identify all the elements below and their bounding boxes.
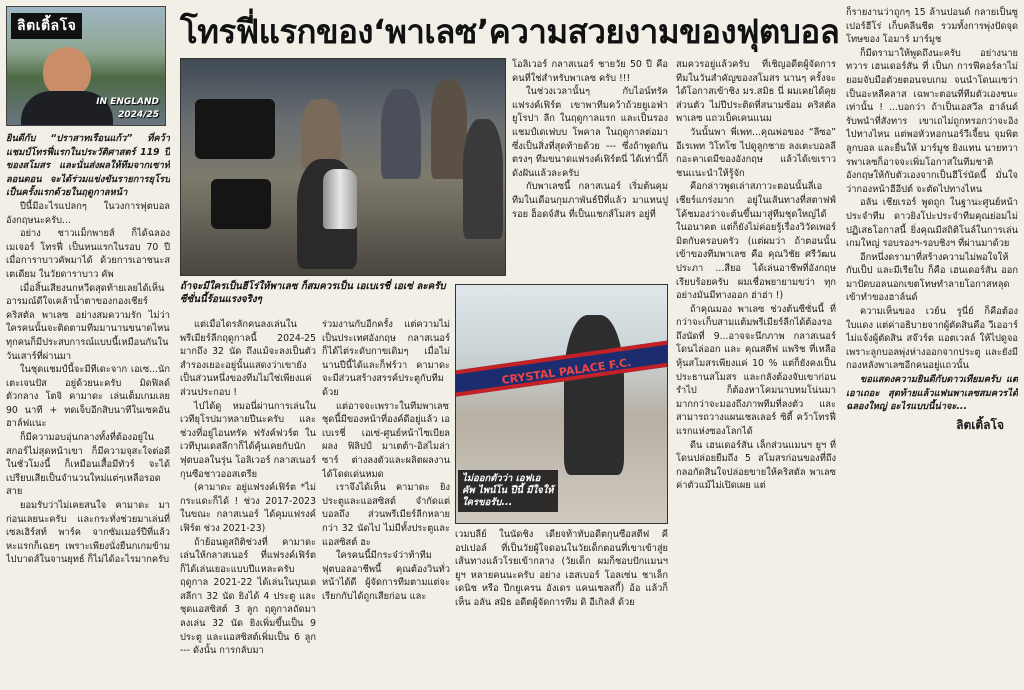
body-paragraph: วันนั้นพา พี่เพท...คุณพ่อของ “ลีซอ” อีเรเพท วิโทโซ ไปดูลูกชาย ลงเตะบอลลีกอะคาเดมีของอังกฤษ แล้วได้เขเราวชนเเนะนำให้รู้จัก — [676, 126, 836, 179]
column-logo-photo — [6, 6, 166, 126]
article-column-7 — [846, 6, 1018, 686]
body-paragraph: ในช่วงเวลานั้นๆ กับไอน์ทรัค แฟรงค์เฟิร์ต เขาพาทีมคว้าถ้วยยูเอฟ่ายูโรปา ลีก ในฤดูกาลแรก และเป็นรองแชมป์เดเฟบบ โพคาล ในฤดูกาลต่อมาซึ่งเป็นสิ่งที่สุดท้ายด้วย --- ซึ่งถ้าพูดกันตรงๆ ทีมขนาดแฟรงค์เฟิร์ตนี่ ได้เท่านี้ก็ดังฝันแล้วละครับ — [512, 86, 668, 179]
body-paragraph: ก็มีความอบอุ่นกลางทั้งที่ต้องอยู่ในสกอร์ไม่สุดหน้าเขา ก็มีความจุสะใจต่อดีในชั่วโมงนี้ ก็เหมือนเสื้อมีทัวร์ จะได้เปรียบเสียเป็นจำนวนใหม่แต่ๆเหลือรอดสาย — [6, 432, 170, 498]
body-paragraph: ก็มีดรามาให้พูดถึงนะครับ อย่างนายทวาร เฮนเดอร์สัน ที่ เป็นก การฟีคอร์ลาไม่ยอมจับมือตัวยตอนจบเกม จนนำโดนเเซว่า เป็นอะหลีคลาส เฉพาะตอนที่ทีมตัวเองชนะ เท่านั้น ! ...บอกว่า ถ้าเป็นเอสวีล ฮาล์นด์ รับพนำที่สังทาร เขาเถไม่ถูกทรอกว่าจะอิงไปทางไหน แต่พอหัวหอกนอร์วีเจี้ยน จุมพิตลูกบอล และยื่นให้ มาร์มูช ยิงแทน นายทวารพาเลซก็อาจจะเพิ่มโอกาสในทีมชาติอังกฤษให้กับตัวเองจากเป็นฮีโร่นัดนี้ มั่นใจว่ากองหน้าฮีอีปต์ จะตัดไปทางไหน — [846, 47, 1018, 195]
camera-icon — [211, 179, 271, 229]
intro-paragraph: ยินดีกับ “ปราสาทเรือนแก้ว” ที่คว้าแชมป์โทรฟี่แรกในประวัติศาสตร์ 119 ปี ของสโมสร และนั่นส่งผลให้ทีมจากเซาท์ลอนดอน จะได้ร่วมแข่งขันรายการยุโรปเป็นครั้งแรกด้วยในฤดูกาลหน้า — [6, 133, 170, 199]
palace-scarf: CRYSTAL PALACE F.C. — [455, 338, 668, 397]
column-season: 2024/25 — [118, 110, 159, 120]
body-paragraph: อลัน เชียเรอร์ พูดถูก ในฐานะศูนย์หน้าประจำทีม ดาวยิงโปะประจำทีมคุณย่อมไม่ปฏิเสธโอกาสนี้ ยิ่งคุณมีสถิติโนล์ในการเล่นเกมใหญ่ รอบรองฯ-รอบชิงฯ ที่ผ่านมาด้วย — [846, 197, 1018, 250]
fa-cup-trophy — [323, 169, 357, 229]
caption-trophy: ถ้าจะมีใครเป็นฮีโร่ให้พาเลซ ก็สมควรเป็น เอเบเรชี่ เอเซ่ ละครับ ซีซั่นนี้ร้อนแรงจริงๆ — [180, 281, 446, 305]
body-paragraph: ก็รายงานว่าถูกๆ 15 ล้านปอนด์ กลายเป็นซูเปอร์ฮีโร่ เก็บคลีนชีต รวมทั้งการพุ่งปัดจุดโทษของ โอมาร์ มาร์มูช — [846, 7, 1018, 46]
author-signoff: ลิตเติ้ลโจ — [956, 417, 1004, 432]
columnist-face — [43, 47, 91, 97]
trophy-celebration-photo — [180, 58, 506, 276]
article-column-6 — [676, 58, 836, 686]
article-column-3 — [322, 318, 450, 686]
body-paragraph: เราจึงได้เห็น คามาดะ ยิงประตูและแอสซิสต์ จำกัดแต่บอลถึง ส่วนพรีเมียร์ลีกหลายกว่า 32 นัดไป ไม่มีทั้งประตูและแอสซิสต์ ฮะ — [322, 482, 450, 548]
body-paragraph: ดีน เฮนเดอร์สัน เล็กส่วนแมนฯ ยูฯ ที่โดนปล่อยยืมถึง 5 สโมสรก่อนของที่ถึงกลอกัดสินใจปล่อยขายให้คริสตัล พาเลซ ค่าตัวแม้ไม่เปิดเผย แต่ — [676, 439, 836, 492]
body-paragraph: อีกหนึ่งดรามาที่สร้างความไม่พอใจให้กับเป็ป และมีเรียใบ ก็คือ เฮนเดอร์สัน ออกมาปัดบอลนอกเขตโทษทำลายโอกาสหลุดเข้าทำของฮาล์นด์ — [846, 251, 1018, 304]
body-paragraph: โอลิเวอร์ กลาสเนอร์ ชายวัย 50 ปี คือคนที่ใช่สำหรับพาเลซ ครับ !!! — [512, 59, 668, 84]
column-tag: ลิตเติ้ลโจ — [11, 13, 82, 39]
article-column-2 — [180, 318, 316, 686]
column-location: IN ENGLAND — [96, 97, 159, 107]
body-paragraph: คือกล่าวพูดเล่าสภาวะตอนนั้นลี่เอเชียร์แกร่งมาก อยู่ในเส้นทางที่สตาฟฟ์โค้ชมองว่าจะต้นขึ้นมาสู่ทีมชุดใหญ่ได้ในอนาคต แต่ก็ยังไม่ค่อยรู้เรื่องวิวัดเพอร์มิตกับครอบครัว (แต่ผมว่า ถ้าตอนนั้นเข้าของทีมพาเลซ คือ คุณวิชัย ศรีวัฒนประภา ...สียอ ได้เล่นอาชีพที่อังกฤษเรียบร้อยครับ ผมเชื่อพยายามขว่า ทุกอย่างมันมีทางออก ฮ่าฮ่า !) — [676, 181, 836, 302]
body-paragraph: แต่เมื่อไดรลักคนลงเล่นในพรีเมียร์ลีกฤดูกาลนี้ 2024-25 มากถึง 32 นัด ถึงแม้จะลงเป็นตัวสำรองเยอะอยู่นั้นแสดงว่าเขายังเป็นส่วนหนึ่งของทีมไม่ใช่เพียงแค่ ส่วนประกอบ ! — [180, 319, 316, 398]
fan-figure — [564, 315, 624, 475]
body-paragraph: ร่วมงานกับอีกครั้ง แต่ความไม่เป็นประเทศอังกฤษ กลาสเนอร์ ก็ได้ไต่ระดับกาขเดิมๆ เมื่อไม่นานปีนี้ได้และก็ฟร์วา คามาดะ จะมีส่วนสร้างสรรค์ประตูกับทีมด้วย — [322, 319, 450, 398]
headline: โทรฟี่แรกของ‘พาเลซ’ความสวยงามของฟุตบอล — [180, 12, 840, 51]
body-paragraph: ถ้าคุณมอง พาเลซ ช่วงต้นซีซั่นนี้ ที่กว่าจะเก็บสามแต้มพรีเมียร์ลีกได้ต้องรอถึงนัดที่ 9...อาจจะนึกภาพ กลาสเนอร์ โดนไล่ออก และ คุณสตีฟ แพริช ที่เหลือหุ้นสโมสรเพียงแค่ 10 % แต่ก็ยังคงเป็นประธานสโมสร และกลังต้องจับเขาก่อนรำไป ก็ต้องหาโคมนาบทมโน่นมา มากกว่าจะมองถึงภาพทีมที่ลงตัว และสามารถวางแผนเชลเลอร์ ซิตี้ คว้าโทรฟี่แรกแห่งซองโลกได้ — [676, 303, 836, 438]
closing-paragraph: ขอแสดงความยินดีกับดาวเทียมครับ แต่เอาเถอะ สุดท้ายแล้วแฟนพาเลซสมควรได้ฉลองใหญ่ อะไรแบบนี้น่าจะ... — [846, 374, 1018, 413]
body-paragraph: ปีนี้มีอะไรแปลกๆ ในวงการฟุตบอลอังกฤษนะครับ... — [6, 200, 170, 226]
camera-icon — [195, 99, 275, 159]
body-paragraph: กับพาเลซนี้ กลาสเนอร์ เริ่มต้นคุมทีมในเดือนกุมภาพันธ์ปีที่แล้ว มาแทนปูรอย ฮ็อดจ์สัน ที่เป็นแชกส์โมสร อยู่ที่ — [512, 181, 668, 220]
body-paragraph: เวมบลีย์ ในนัดชิง เดียจท้าทับอดีตกุนซือสตีฟ คีอปเปอล์ ที่เป็นวัยผู้ใจดอนในวัยเด็กตอนที่เขาเข้าสู่ยเส้นทางแล้วโรยเข้ากลาง (วัยเด็ก ผมก็ชอบปักแมนฯ ยูฯ หลายคนนะครับ อย่าง เฮสเบอร์ โอลเซ่น ชาเล็กเดนิช หรือ ปีกยูเครน อังเดร แคนเชลสกี้) อ้อ แล้วก็เห็น อลัน สมิธ อดีตผู้จัดการทีม ดิ อีเกิลส์ ด้วย — [455, 529, 668, 608]
body-paragraph: ความเห็นของ เวย์น รูนี่ย์ ก็คือต้องใบแดง แต่ค่าอธิบายจากผู้ตัดสินคือ วีเออาร์ไม่แจ้งผู้ตัดสิน สจ๊วร์ต แอตเวลล์ ให้ไปดูจอ เพราะลูกบอลพุ่งห่างออกจากประตู และยังมีกองหลังพาเลซอีกคนอยู่แถวนั้น — [846, 306, 1018, 372]
player-figure — [381, 89, 421, 179]
body-paragraph: ไปได้ดู หมอนี่ผ่านการเล่นในเวทียุโรปมาหลายปีนะครับ และช่วงที่อยู่ไอนทรัค ฟรังค์ฟวร์ต ในเวทีบุนเดสลีกาก็ได้คุ้นเคยกับนักฟุตบอลในรุ่น โอลิเวอร์ กลาสเนอร์ กุนซือชาวออสเตรีย — [180, 400, 316, 480]
player-figure — [431, 79, 467, 179]
body-paragraph: (คามาดะ อยู่แฟรงค์เฟิร์ต *ไม่กระแดะก็ได้ ! ช่วง 2017-2023 ในขณะ กลาสเนอร์ ได้คุมแฟรงค์เฟิร์ต ช่วง 2021-23) — [180, 482, 316, 534]
body-paragraph: แต่อาจจะเพราะในทีมพาเลซชุดนี้มีของหน้าที่องค์ดีอยู่แล้ว เอเบเรชี่ เอเซ่-ศูนย์หน้าไซเบียลผลง ฟิลิปป์ มาเตต้า-อิสไมล่า ซาร์ ต่างลงตัวและผลิตผลงานได้โดดเด่นหมด — [322, 400, 450, 480]
body-paragraph: ในชุดแชมป์นี้จะมีทีเดะจาก เอเซ...นักเตะเจนปัส อยู่ด้วยนะครับ มิดฟิลด์ตัวกลาง โตจิ คามาดะ เล่นเต็มเกมเลย 90 นาที + ทดเจ็บอีกสิบนาทีในเซคอันฮาล์ฟแนะ — [6, 364, 170, 430]
article-column-1 — [6, 132, 170, 686]
article-column-5 — [455, 528, 668, 686]
body-paragraph: สมควรอยู่แล้วครับ ที่เชิญอดีตผู้จัดการทีมในวันสำคัญของสโมสร นานๆ ครั้งจะได้โอกาสเข้าชิง มร.สมิธ นี่ ผมเคยได้คุยส่วนตัว ไม่ปีประติดที่สนามซ้อม คริสตัล พาเลซ แถวเบ็คเคนแนม — [676, 59, 836, 125]
body-paragraph: ถ้าย้อนดูสถิติช่วงที่ คามาดะ เล่นให้กลาสเนอร์ ที่แฟรงค์เฟิร์ต ก็ได้เล่นเยอะแบบปีแหละครับ ฤดูกาล 2021-22 ได้เล่นในบุนเดสลีกา 32 นัด ยิงได้ 4 ประตู และชุดแอสซิสต์ 3 ลูก ฤดูกาลถัดมา ลงเล่น 32 นัด ยิงเพิ่มขึ้นเป็น 9 ประตู และแอสซิสต์เพิ่มเป็น 6 ลูก --- ดังนั้น การกลับมา — [180, 536, 316, 657]
body-paragraph: อย่าง ชาวแม็กพายส์ ก็ได้ฉลองเมเจอร์ โทรฟี่ เป็นหนแรกในรอบ 70 ปี เมื่อการาบาวคัพมาได้ ด้วยการเอาชนะสเตเดียม ในวัยดาราบาว คัพ — [6, 228, 170, 280]
caption-fan: ไม่ออกตัวว่า เอฟเอ คัพ ไพน์โน ปีนี้ มีใจให้ใครขอรับ... — [458, 470, 558, 512]
body-paragraph: ใครคนนี้มีกระจ๋ว่าท้าทีมฟุตบอลอาชีพนี้ คุณต้องวินทั่วหน้าได้ดี ผู้จัดการทีมตามแต่จะเรียกกับได้ถูกเสียก่อน และ — [322, 550, 450, 602]
player-figure — [463, 119, 503, 239]
article-column-4 — [512, 58, 668, 280]
body-paragraph: เมื่อสิ้นเสียงนกหวีดสุดท้ายเลยได้เห็นอารมณ์ดีใจเคล้าน้ำตาของกองเชียร์คริสตัล พาเลซ อย่างสมความรัก ไม่ว่าใครคนนั้นจะติดตามทีมมานานขนาดไหน ทุกคนก็มีประสบการณ์แบบนี้เหมือนกันในวันเสาร์ที่ผ่านมา — [6, 282, 170, 362]
body-paragraph: ยอมรับว่าไม่เคยสนใจ คามาดะ มาก่อนเลยนะครับ และกระทั่งช่วยมาเล่นที่เซลเฮิร์สท์ พาร์ค จากซัมเมอร์ปีที่แล้ว หะแรกก็เฉยๆ เพราะเพียงนั่งยืนกเกมข้ามไปบาดส์ในจานยุทธ์ ก็ไม่ได้อะไรมากครับ — [6, 500, 170, 566]
